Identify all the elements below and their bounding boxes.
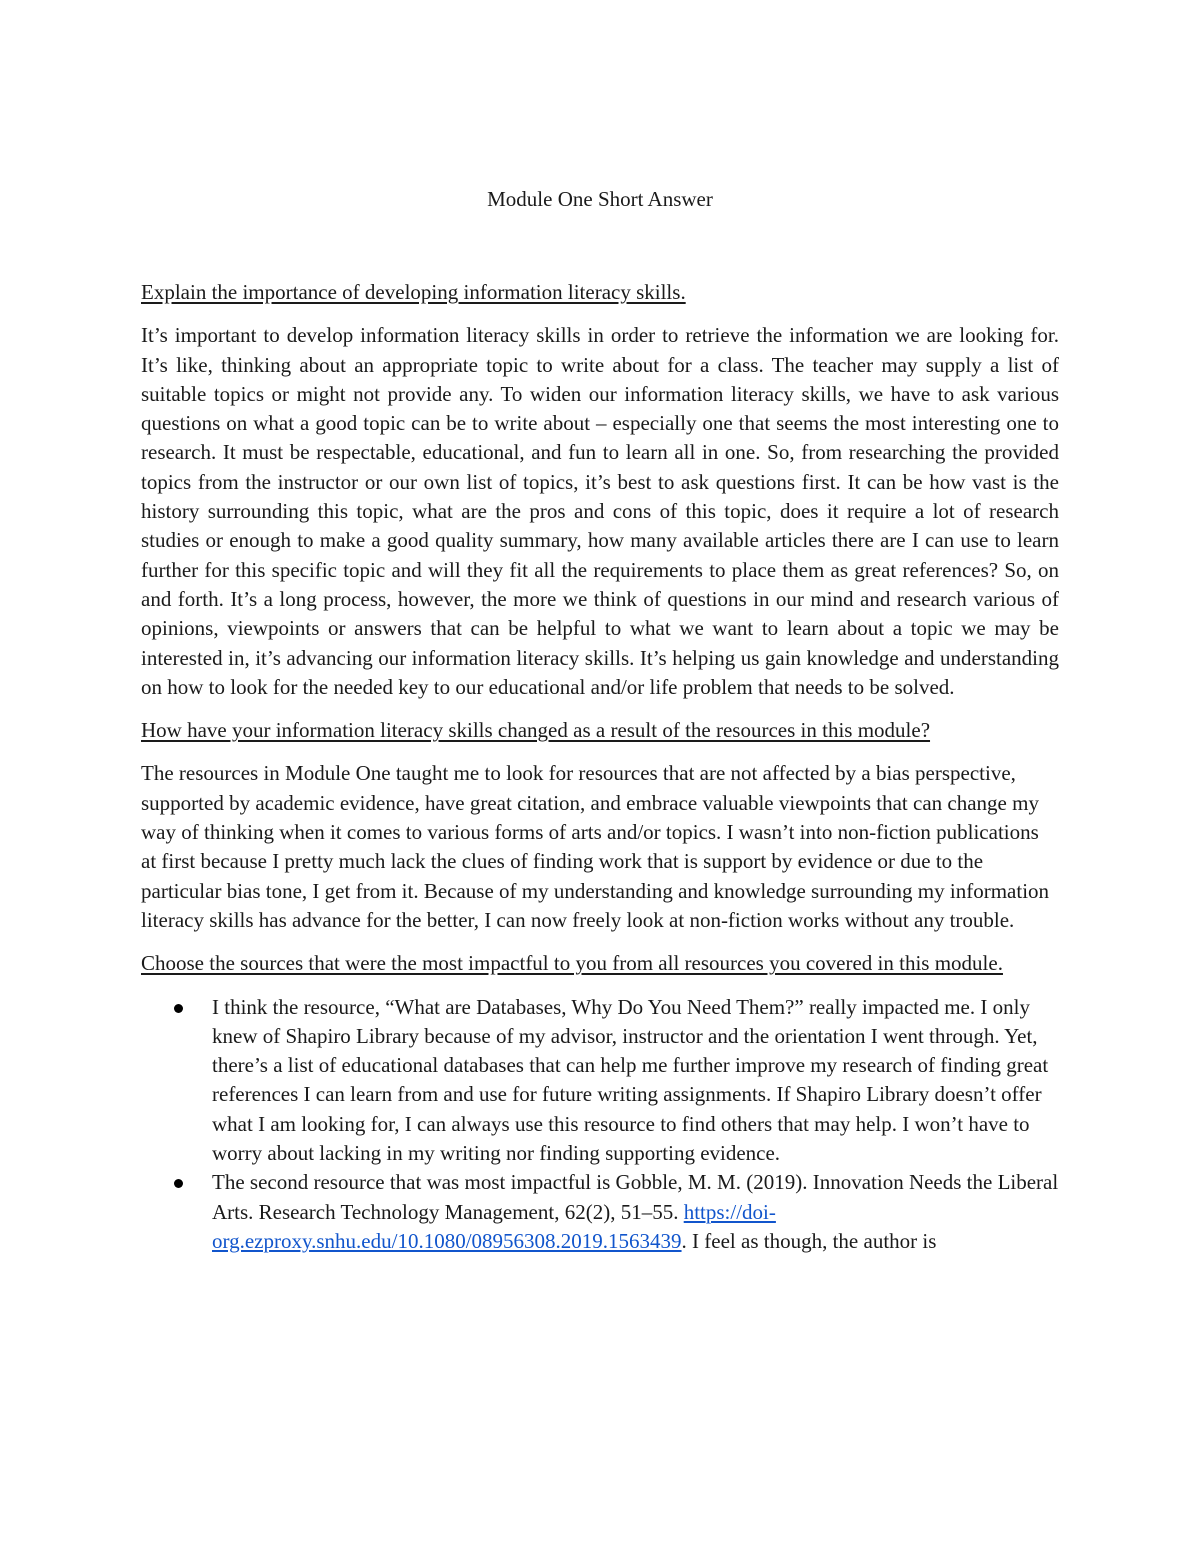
resource-bullet-list bbox=[141, 993, 1059, 1257]
answer-paragraph-1: It’s important to develop information literacy skills in order to retrieve the information we are looking for. It’s like, thinking about an appropriate topic to write about for a class. The teacher may supply a list of suitable topics or might not provide any. To widen our information literacy skills, we have to ask various questions on what a good topic can be to write about – especially one that seems the most interesting one to research. It must be respectable, educational, and fun to learn all in one. So, from researching the provided topics from the instructor or our own list of topics, it’s best to ask questions first. It can be how vast is the history surrounding this topic, what are the pros and cons of this topic, does it require a lot of research studies or enough to make a good quality summary, how many available articles there are I can use to learn further for this specific topic and will they fit all the requirements to place them as great references? So, on and forth. It’s a long process, however, the more we think of questions in our mind and research various of opinions, viewpoints or answers that can be helpful to what we want to learn about a topic we may be interested in, it’s advancing our information literacy skills. It’s helping us gain knowledge and understanding on how to look for the needed key to our educational and/or life problem that needs to be solved. bbox=[141, 323, 1059, 699]
list-item bbox=[141, 1168, 1059, 1256]
bullet-text-2-after-link: . I feel as though, the author is bbox=[681, 1228, 937, 1253]
doi-link[interactable]: https://doi-org.ezproxy.snhu.edu/10.1080/08956308.2019.1563439 bbox=[212, 1199, 776, 1253]
bullet-icon bbox=[174, 1004, 183, 1013]
document-title: Module One Short Answer bbox=[487, 187, 713, 211]
bullet-icon bbox=[174, 1179, 183, 1188]
list-item bbox=[141, 993, 1059, 1169]
document-body bbox=[141, 278, 1059, 1256]
bullet-text-2-before-link: The second resource that was most impactful is Gobble, M. M. (2019). Innovation Needs the Liberal Arts. Research Technology Management, 62(2), 51–55. bbox=[212, 1170, 1059, 1224]
question-heading-2: How have your information literacy skills changed as a result of the resources in this module? bbox=[141, 718, 931, 743]
answer-paragraph-2: The resources in Module One taught me to look for resources that are not affected by a bias perspective, supported by academic evidence, have great citation, and embrace valuable viewpoints that can change my way of thinking when it comes to various forms of arts and/or topics. I wasn’t into non-fiction publications at first because I pretty much lack the clues of finding work that is support by evidence or due to the particular bias tone, I get from it. Because of my understanding and knowledge surrounding my information literacy skills has advance for the better, I can now freely look at non-fiction works without any trouble. bbox=[141, 761, 1050, 932]
bullet-text-1: I think the resource, “What are Databases, Why Do You Need Them?” really impacted me. I only knew of Shapiro Library because of my advisor, instructor and the orientation I went through. Yet, there’s a list of educational databases that can help me further improve my research of finding great references I can learn from and use for future writing assignments. If Shapiro Library doesn’t offer what I am looking for, I can always use this resource to find others that may help. I won’t have to worry about lacking in my writing nor finding supporting evidence. bbox=[212, 994, 1049, 1166]
question-heading-1: Explain the importance of developing information literacy skills. bbox=[141, 280, 686, 304]
document-page bbox=[141, 0, 1061, 1553]
question-heading-3: Choose the sources that were the most impactful to you from all resources you covered in this module. bbox=[141, 951, 1003, 976]
